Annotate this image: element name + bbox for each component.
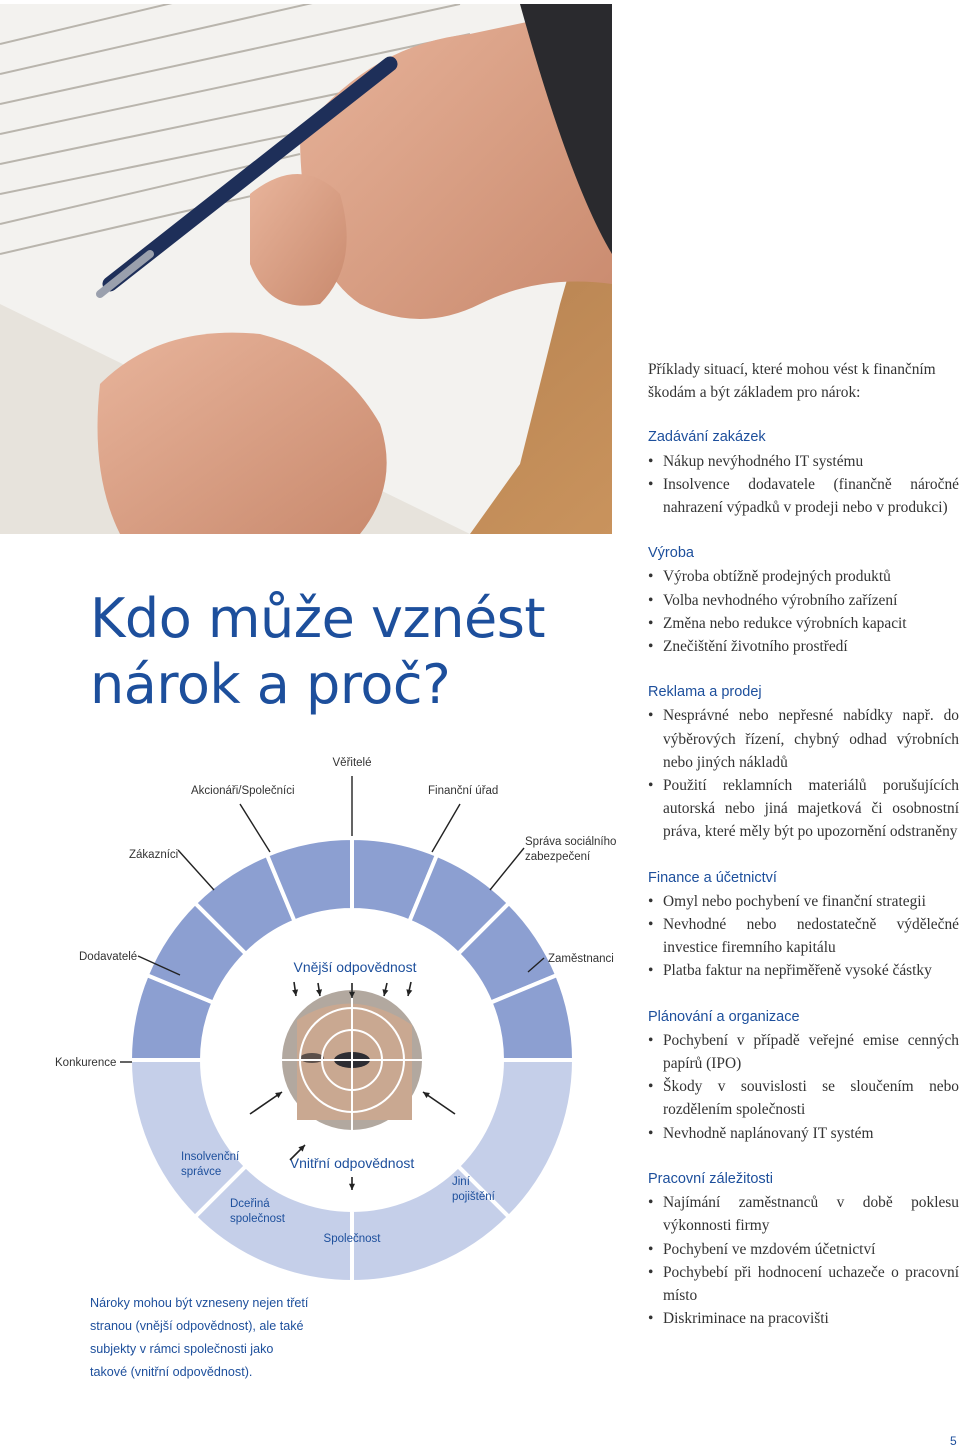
section-heading: Pracovní záležitosti bbox=[648, 1170, 773, 1187]
examples-sections bbox=[648, 426, 959, 1330]
arrowhead bbox=[423, 1092, 430, 1098]
page-title bbox=[90, 586, 545, 718]
section-heading: Zadávání zakázek bbox=[648, 429, 766, 446]
list-item: • Volba nevhodného výrobního zařízení bbox=[648, 589, 959, 612]
section-list bbox=[648, 450, 959, 520]
inner-label-insolvency-administrator: Insolvenční správce bbox=[181, 1151, 240, 1178]
list-item: • Nevhodně naplánovaný IT systém bbox=[648, 1122, 959, 1145]
section-list bbox=[648, 704, 959, 843]
arrowhead bbox=[349, 1184, 355, 1190]
leader-line bbox=[432, 804, 460, 852]
page-number: 5 bbox=[950, 1434, 957, 1448]
outer-label-suppliers: Dodavatelé bbox=[79, 951, 138, 963]
list-item: • Změna nebo redukce výrobních kapacit bbox=[648, 612, 959, 635]
outer-label-customers: Zákazníci bbox=[129, 849, 179, 861]
arrowhead bbox=[406, 989, 412, 996]
section-list bbox=[648, 565, 959, 658]
hand-writing-photo bbox=[0, 4, 612, 534]
outer-label-shareholders: Akcionáři/Společníci bbox=[191, 785, 295, 797]
arrowhead bbox=[382, 989, 388, 996]
outer-label-competitors: Konkurence bbox=[55, 1057, 117, 1069]
leader-line bbox=[490, 848, 524, 890]
list-item: • Diskriminace na pracovišti bbox=[648, 1307, 959, 1330]
section-list bbox=[648, 890, 959, 983]
eye bbox=[300, 1053, 324, 1063]
list-item: • Insolvence dodavatele (finančně náročné nahrazení výpadků v prodeji nebo v produkci) bbox=[648, 473, 959, 519]
inner-label-subsidiary: Dceřiná společnost bbox=[230, 1198, 285, 1225]
outer-label-creditors: Věřitelé bbox=[332, 757, 372, 769]
section-heading: Výroba bbox=[648, 545, 694, 562]
list-item: • Nákup nevýhodného IT systému bbox=[648, 450, 959, 473]
list-item: • Použití reklamních materiálů porušujících autorská nebo jiná majetková či osobnostní práva, které měly být po upozornění odstraněny bbox=[648, 774, 959, 844]
list-item: • Výroba obtížně prodejných produktů bbox=[648, 565, 959, 588]
leader-line bbox=[240, 804, 270, 852]
liability-diagram bbox=[0, 740, 640, 1280]
diagram-footnote: Nároky mohou být vzneseny nejen třetí stranou (vnější odpovědnost), ale také subjekty v rámci společnosti jako takové (vnitřní odpovědnost). bbox=[90, 1296, 309, 1379]
list-item: • Platba faktur na nepřiměřeně vysoké částky bbox=[648, 959, 959, 982]
section-heading: Plánování a organizace bbox=[648, 1008, 800, 1025]
external-liability-label: Vnější odpovědnost bbox=[293, 959, 417, 975]
outer-label-social-security: Správa sociálního zabezpečení bbox=[525, 836, 617, 863]
list-item: • Škody v souvislosti se sloučením nebo rozdělením společnosti bbox=[648, 1075, 959, 1121]
section-heading: Reklama a prodej bbox=[648, 684, 762, 701]
section-heading: Finance a účetnictví bbox=[648, 869, 777, 886]
list-item: • Omyl nebo pochybení ve finanční strategii bbox=[648, 890, 959, 913]
section-list bbox=[648, 1191, 959, 1330]
outer-label-employees: Zaměstnanci bbox=[548, 953, 614, 965]
list-item: • Pochybení ve mzdovém účetnictví bbox=[648, 1238, 959, 1261]
outer-label-tax-office: Finanční úřad bbox=[428, 785, 499, 797]
section-list bbox=[648, 1029, 959, 1145]
list-item: • Znečištění životního prostředí bbox=[648, 635, 959, 658]
inner-label-company: Společnost bbox=[323, 1233, 381, 1245]
arrowhead bbox=[275, 1092, 282, 1098]
inner-label-other-insured: Jiní pojištění bbox=[452, 1176, 495, 1203]
examples-column bbox=[648, 358, 959, 1353]
list-item: • Nesprávné nebo nepřesné nabídky např. do výběrových řízení, chybný odhad výrobních nebo jiných nákladů bbox=[648, 704, 959, 774]
intro-text: Příklady situací, které mohou vést k finančním škodám a být základem pro nárok: bbox=[648, 361, 936, 402]
list-item: • Nevhodné nebo nedostatečně výdělečné investice firemního kapitálu bbox=[648, 913, 959, 959]
internal-liability-label: Vnitřní odpovědnost bbox=[289, 1155, 415, 1171]
title-line-1: Kdo může vznést bbox=[90, 587, 546, 650]
list-item: • Najímání zaměstnanců v době poklesu výkonnosti firmy bbox=[648, 1191, 959, 1237]
title-line-2: nárok a proč? bbox=[90, 653, 451, 716]
leader-line bbox=[178, 850, 214, 890]
list-item: • Pochybení v případě veřejné emise cenných papírů (IPO) bbox=[648, 1029, 959, 1075]
list-item: • Pochybebí při hodnocení uchazeče o pracovní místo bbox=[648, 1261, 959, 1307]
